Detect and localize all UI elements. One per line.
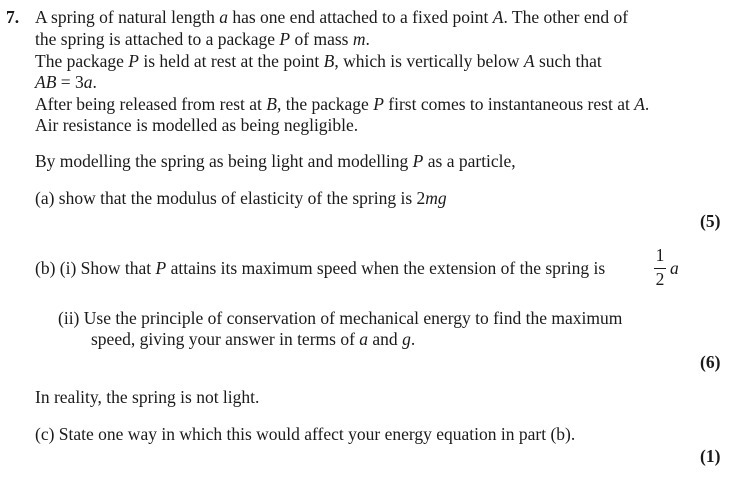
- text: speed, giving your answer in terms of: [91, 329, 360, 349]
- var-A: A: [634, 94, 645, 114]
- modelling-line: [35, 151, 516, 172]
- text: and: [368, 329, 403, 349]
- stem-line-3: [35, 51, 602, 72]
- stem-line-1: [35, 7, 628, 28]
- part-a-marks: (5): [700, 211, 721, 231]
- fraction-denominator: 2: [655, 269, 665, 289]
- text: the spring is attached to a package: [35, 29, 280, 49]
- var-P: P: [412, 151, 424, 171]
- part-a-text: [35, 188, 447, 209]
- part-b-marks: (6): [700, 352, 721, 372]
- var-P: P: [279, 29, 291, 49]
- text: A spring of natural length: [35, 7, 220, 27]
- text: (b) (i) Show that: [35, 258, 156, 278]
- stem-line-6: Air resistance is modelled as being negligible.: [35, 115, 359, 135]
- var-B: B: [266, 94, 277, 114]
- var-P: P: [128, 51, 139, 71]
- var-a: a: [219, 7, 228, 27]
- text: .: [365, 29, 370, 49]
- text: . The other end of: [503, 7, 629, 27]
- text: After being released from rest at: [35, 94, 267, 114]
- var-A: A: [523, 51, 535, 71]
- var-a-italic: a: [670, 258, 679, 278]
- text: such that: [534, 51, 602, 71]
- text: .: [92, 72, 97, 92]
- var-g: g: [402, 329, 411, 349]
- text: By modelling the spring as being light and modelling: [35, 151, 413, 171]
- text: first comes to instantaneous rest at: [383, 94, 635, 114]
- var-a: [670, 258, 679, 279]
- reality-statement: In reality, the spring is not light.: [35, 387, 260, 407]
- part-b-i-text: [35, 258, 605, 279]
- var-a: a: [83, 72, 93, 92]
- var-m: m: [352, 29, 366, 49]
- text: as a particle,: [423, 151, 516, 171]
- var-B: B: [323, 51, 335, 71]
- part-c-marks: (1): [700, 446, 721, 466]
- text: .: [410, 329, 416, 349]
- text: has one end attached to a fixed point: [227, 7, 493, 27]
- var-P: P: [373, 94, 384, 114]
- part-b-ii-line-1: (ii) Use the principle of conservation of mechanical energy to find the maximum: [58, 308, 623, 328]
- var-AB: AB: [35, 72, 57, 92]
- text: (a) show that the modulus of elasticity of the spring is 2: [35, 188, 426, 208]
- var-A: A: [492, 7, 504, 27]
- stem-line-5: [35, 94, 649, 115]
- text: , which is vertically below: [334, 51, 524, 71]
- text: The package: [35, 51, 129, 71]
- text: is held at rest at the point: [138, 51, 324, 71]
- var-a: a: [359, 329, 369, 349]
- stem-line-4: [35, 72, 97, 93]
- text: = 3: [56, 72, 84, 92]
- text: attains its maximum speed when the extension of the spring is: [166, 258, 606, 278]
- text: , the package: [277, 94, 374, 114]
- var-mg: mg: [425, 188, 447, 208]
- text: .: [644, 94, 650, 114]
- text: of mass: [290, 29, 353, 49]
- var-P: P: [155, 258, 167, 278]
- fraction-numerator: 1: [655, 245, 665, 265]
- part-b-ii-line-2: [91, 329, 415, 350]
- part-c-text: (c) State one way in which this would affect your energy equation in part (b).: [35, 424, 576, 444]
- stem-line-2: [35, 29, 370, 50]
- question-number: 7.: [6, 7, 20, 27]
